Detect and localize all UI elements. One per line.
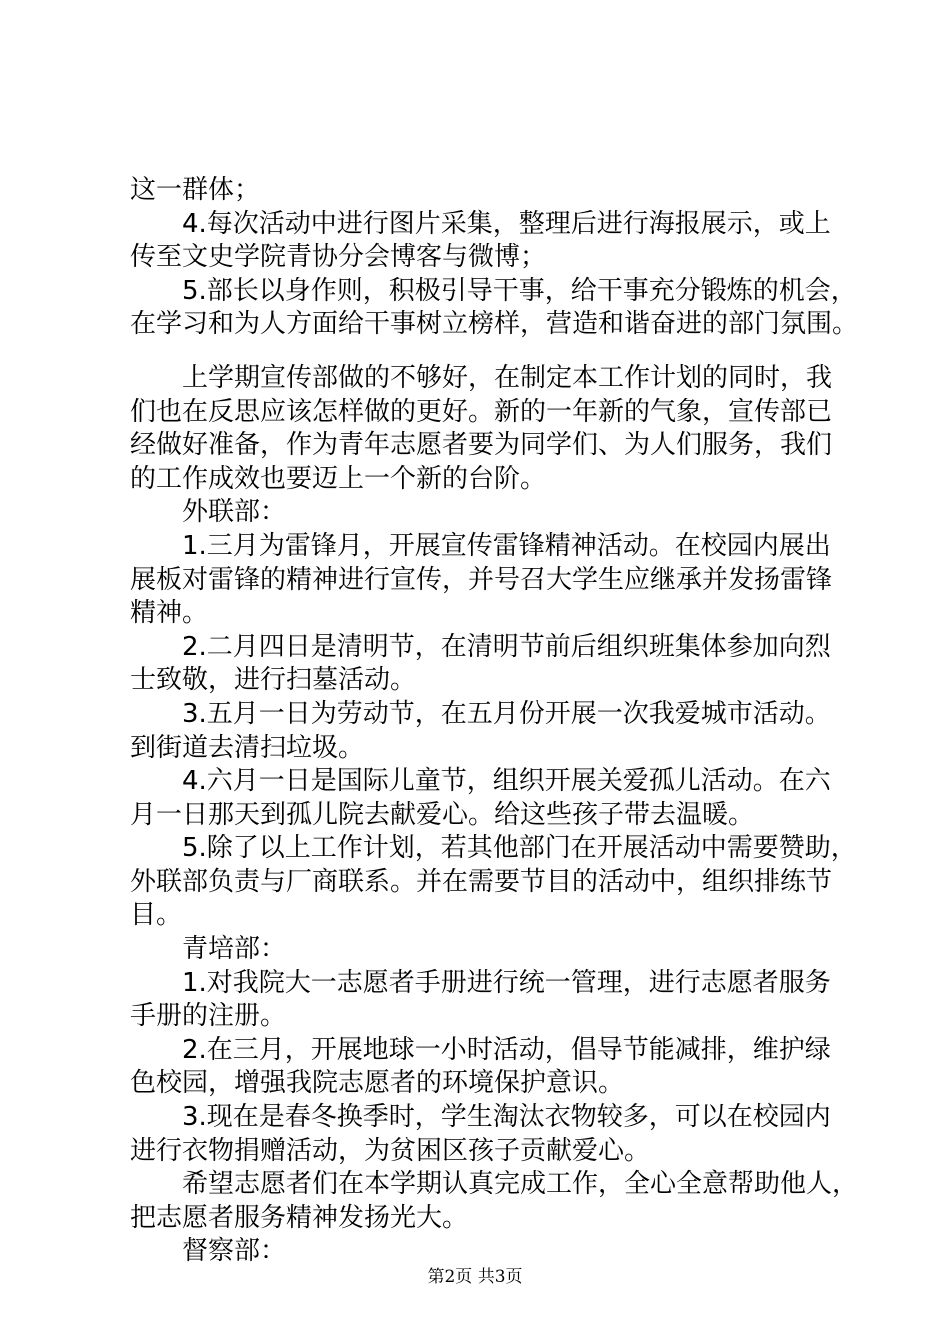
text-line: 在学习和为人方面给干事树立榜样，营造和谐奋进的部门氛围。 <box>130 309 859 340</box>
text-line: 3.现在是春冬换季时，学生淘汰衣物较多，可以在校园内 <box>182 1102 831 1133</box>
text-line: 月一日那天到孤儿院去献爱心。给这些孩子带去温暖。 <box>130 799 755 830</box>
text-line: 3.五月一日为劳动节，在五月份开展一次我爱城市活动。 <box>182 698 831 729</box>
text-line: 外联部： <box>182 497 287 528</box>
text-line: 精神。 <box>130 598 209 629</box>
text-line: 把志愿者服务精神发扬光大。 <box>130 1202 469 1233</box>
text-line: 1.三月为雷锋月，开展宣传雷锋精神活动。在校园内展出 <box>182 530 831 561</box>
text-line: 4.每次活动中进行图片采集，整理后进行海报展示，或上 <box>182 208 831 239</box>
text-line: 这一群体； <box>130 175 261 205</box>
text-line: 上学期宣传部做的不够好，在制定本工作计划的同时，我 <box>182 362 833 393</box>
text-line: 1.对我院大一志愿者手册进行统一管理，进行志愿者服务 <box>182 967 831 998</box>
text-line: 士致敬，进行扫墓活动。 <box>130 665 417 696</box>
text-line: 手册的注册。 <box>130 1001 287 1032</box>
text-line: 4.六月一日是国际儿童节，组织开展关爱孤儿活动。在六 <box>182 766 831 797</box>
text-line: 们也在反思应该怎样做的更好。新的一年新的气象，宣传部已 <box>130 396 833 427</box>
text-line: 2.二月四日是清明节，在清明节前后组织班集体参加向烈 <box>182 631 831 662</box>
text-line: 的工作成效也要迈上一个新的台阶。 <box>130 463 547 494</box>
text-line: 目。 <box>130 900 183 931</box>
document-body <box>130 174 859 1269</box>
text-line: 传至文史学院青协分会博客与微博； <box>130 242 547 273</box>
text-line: 展板对雷锋的精神进行宣传，并号召大学生应继承并发扬雷锋 <box>130 564 833 595</box>
text-line: 2.在三月，开展地球一小时活动，倡导节能减排，维护绿 <box>182 1034 831 1065</box>
text-line: 督察部： <box>182 1236 287 1267</box>
page-footer: 第2页 共3页 <box>427 1267 523 1287</box>
text-line: 色校园，增强我院志愿者的环境保护意识。 <box>130 1068 625 1099</box>
text-line: 青培部： <box>182 934 287 965</box>
text-line: 到街道去清扫垃圾。 <box>130 732 365 763</box>
text-line: 希望志愿者们在本学期认真完成工作，全心全意帮助他人， <box>182 1169 859 1200</box>
text-line: 5.除了以上工作计划，若其他部门在开展活动中需要赞助， <box>182 833 857 864</box>
text-line: 进行衣物捐赠活动，为贫困区孩子贡献爱心。 <box>130 1135 651 1166</box>
text-line: 经做好准备，作为青年志愿者要为同学们、为人们服务，我们 <box>130 430 833 461</box>
text-line: 外联部负责与厂商联系。并在需要节目的活动中，组织排练节 <box>130 866 833 897</box>
text-line: 5.部长以身作则，积极引导干事，给干事充分锻炼的机会， <box>182 275 857 306</box>
